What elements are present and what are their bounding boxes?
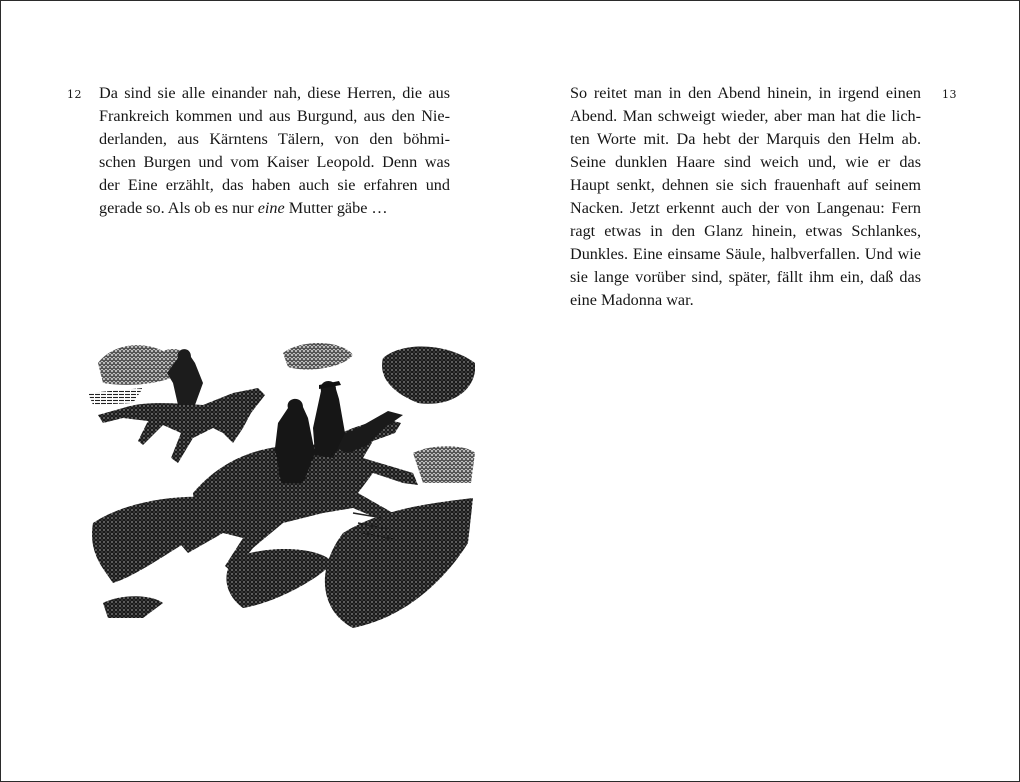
text-segment: gerade so. Als ob es nur xyxy=(99,199,258,217)
text-line: sie lange vorüber sind, später, fällt ihm ein, daß das xyxy=(570,268,921,286)
text-line-last xyxy=(99,197,450,220)
text-line-last: eine Madonna war. xyxy=(570,291,694,309)
text-line: Dunkles. Eine einsame Säule, halbverfallen. Und wie xyxy=(570,245,921,263)
text-line: schen Burgen und vom Kaiser Leopold. Denn was xyxy=(99,153,450,171)
text-line: Nacken. Jetzt erkennt auch der von Langenau: Fern xyxy=(570,199,921,217)
text-line: Da sind sie alle einander nah, diese Herren, die aus xyxy=(99,84,450,102)
text-line: Seine dunklen Haare sind weich und, wie er das xyxy=(570,153,921,171)
right-page-text xyxy=(570,82,921,312)
text-line: ten Worte mit. Da hebt der Marquis den Helm ab. xyxy=(570,130,921,148)
text-line: Haupt senkt, dehnen sie sich frauenhaft auf seinem xyxy=(570,176,921,194)
left-page-text xyxy=(99,82,450,220)
text-line: ragt etwas in den Glanz hinein, etwas Schlankes, xyxy=(570,222,921,240)
page-number-right: 13 xyxy=(942,88,957,101)
text-line: Frankreich kommen und aus Burgund, aus den Nie- xyxy=(99,107,450,125)
text-line: derlanden, aus Kärntens Tälern, von den böhmi- xyxy=(99,130,450,148)
text-line: So reitet man in den Abend hinein, in irgend einen xyxy=(570,84,921,102)
emphasized-word: eine xyxy=(257,199,285,217)
page-number-left: 12 xyxy=(67,88,82,101)
text-line: der Eine erzählt, das haben auch sie erfahren und xyxy=(99,176,450,194)
text-line: Abend. Man schweigt wieder, aber man hat die lich- xyxy=(570,107,921,125)
horsemen-engraving-illustration xyxy=(83,333,475,633)
text-segment: Mutter gäbe … xyxy=(284,199,388,217)
